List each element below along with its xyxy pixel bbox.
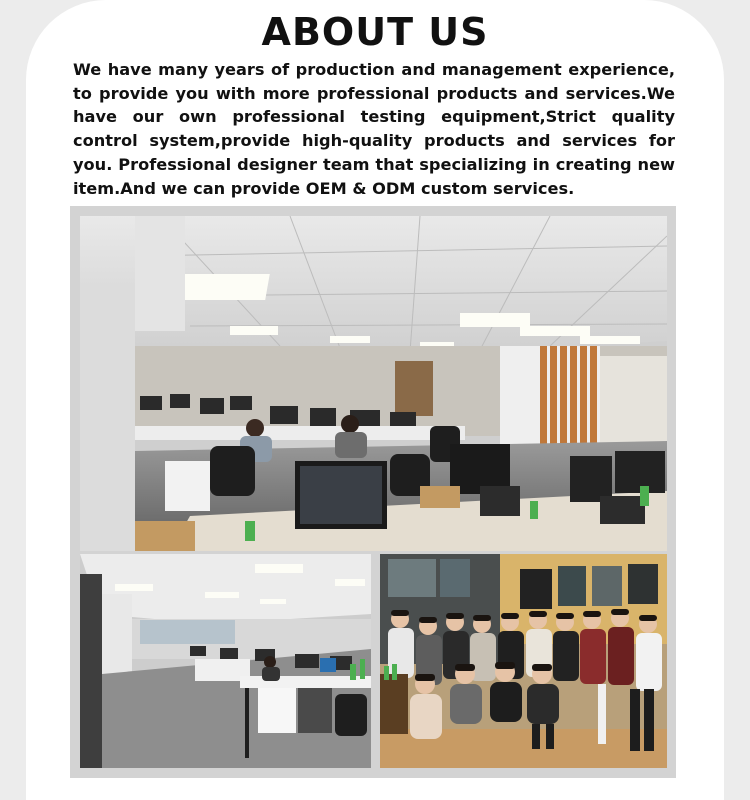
- office-desks-photo: [80, 554, 371, 768]
- office-wide-photo: [80, 216, 667, 551]
- page-title: ABOUT US: [261, 10, 489, 54]
- team-group-photo: [380, 554, 667, 768]
- intro-paragraph: We have many years of production and management experience, to provide you with more professional products and services.We have our own professional testing equipment,Strict quality control system,provide high-quality products and services for you. Professional designer team that specializing in creating new item.And we can provide OEM & ODM custom services.: [73, 60, 675, 198]
- photo-gallery: [70, 206, 676, 778]
